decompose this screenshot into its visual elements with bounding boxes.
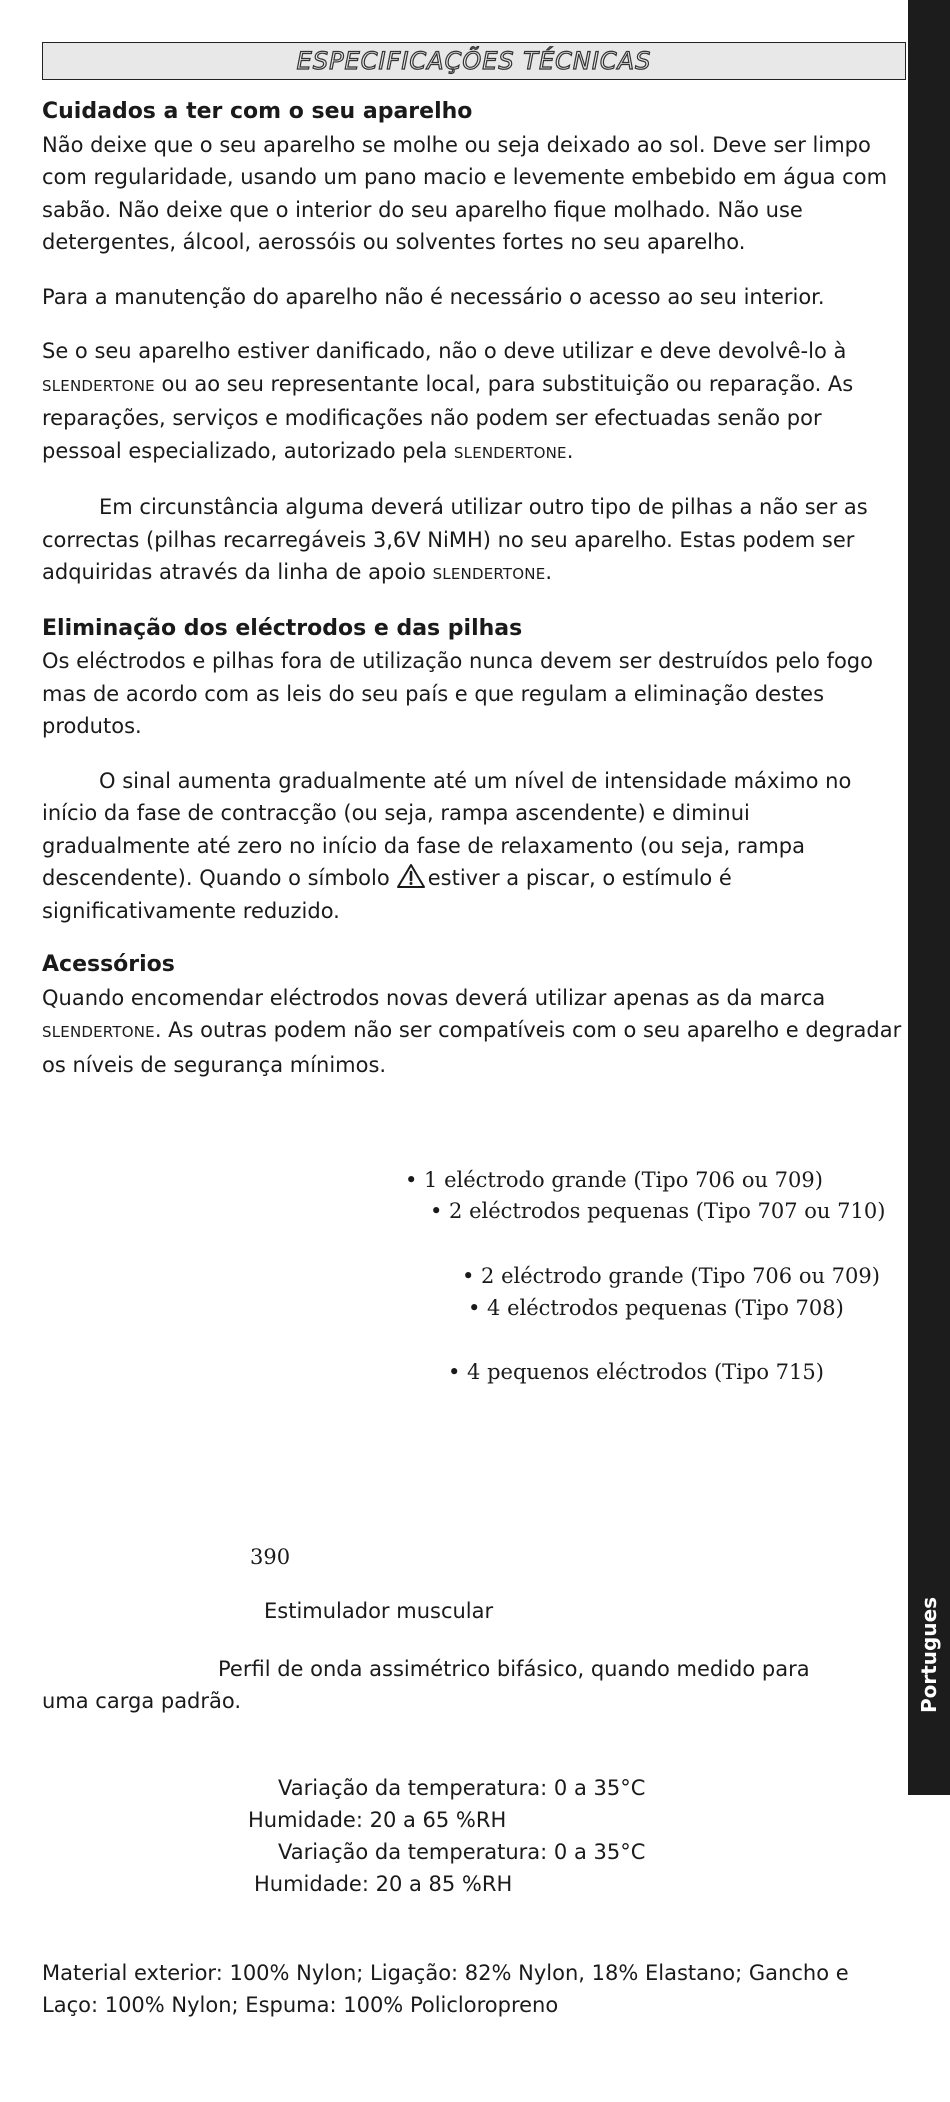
- brand-name: SLENDERTONE: [42, 1023, 155, 1041]
- brand-name: SLENDERTONE: [432, 565, 546, 583]
- operating-temperature: Variação da temperatura: 0 a 35°C: [278, 1776, 646, 1800]
- accessories-text-a: Quando encomendar eléctrodos novas deverá utilizar apenas as da marca: [42, 985, 826, 1010]
- care-heading: Cuidados a ter com o seu aparelho: [42, 99, 473, 124]
- device-type: Estimulador muscular: [264, 1599, 494, 1623]
- care-p4-text-c: .: [545, 560, 553, 584]
- language-side-tab: [908, 0, 950, 1795]
- disposal-p2-text-a: O sinal aumenta gradualmente até um nível de intensidade máximo no início da fase de contracção (ou seja, rampa ascendente) e diminui gradualmente até zero no início da fase de relaxamento (ou seja, rampa descendente). Quando o símbolo: [42, 768, 852, 890]
- accessory-item: • 2 eléctrodos pequenas (Tipo 707 ou 710): [430, 1199, 886, 1223]
- waveform-line-2: uma carga padrão.: [42, 1689, 242, 1713]
- storage-humidity: Humidade: 20 a 85 %RH: [254, 1872, 513, 1896]
- model-number: 390: [250, 1545, 291, 1569]
- operating-humidity: Humidade: 20 a 65 %RH: [248, 1808, 507, 1832]
- main-text: [42, 96, 904, 1103]
- waveform-line-1: Perfil de onda assimétrico bifásico, quando medido para: [218, 1657, 810, 1681]
- section-title: ESPECIFICAÇÕES TÉCNICAS: [296, 47, 652, 75]
- accessory-item: • 1 eléctrodo grande (Tipo 706 ou 709): [405, 1168, 823, 1192]
- accessory-item: • 4 eléctrodos pequenas (Tipo 708): [468, 1296, 844, 1320]
- care-p3-text-b: ou ao seu representante local, para substituição ou reparação. As reparações, serviços e modificações não podem ser efectuadas senão por pessoal especializado, autorizado pela: [42, 371, 854, 463]
- care-paragraph-3: [42, 335, 904, 469]
- material-line-2: Laço: 100% Nylon; Espuma: 100% Policloropreno: [42, 1993, 559, 2017]
- accessories-paragraph: [42, 982, 904, 1082]
- accessory-item: • 2 eléctrodo grande (Tipo 706 ou 709): [462, 1264, 880, 1288]
- accessories-heading: Acessórios: [42, 952, 175, 977]
- disposal-p2-text-b: estiver a piscar, o estímulo é significativamente reduzido.: [42, 866, 732, 923]
- disposal-heading: Eliminação dos eléctrodos e das pilhas: [42, 615, 523, 641]
- care-p3-text-c: .: [566, 438, 574, 463]
- disposal-paragraph-2: [42, 765, 904, 928]
- section-header: [42, 42, 906, 80]
- care-paragraph-4: [42, 491, 904, 591]
- language-tab-label: Portugues: [917, 1596, 941, 1714]
- accessories-text-b: . As outras podem não ser compatíveis com o seu aparelho e degradar os níveis de segurança mínimos.: [42, 1018, 902, 1077]
- care-p4-text-a: Em circunstância alguma deverá utilizar outro tipo de pilhas a não ser as correctas (pilhas recarregáveis 3,6V NiMH) no seu aparelho. Estas podem ser adquiridas através da linha de apoio: [42, 495, 868, 584]
- warning-icon: [396, 863, 426, 889]
- care-paragraph-1: Não deixe que o seu aparelho se molhe ou seja deixado ao sol. Deve ser limpo com regularidade, usando um pano macio e levemente embebido em água com sabão. Não deixe que o interior do seu aparelho fique molhado. Não use detergentes, álcool, aerossóis ou solventes fortes no seu aparelho.: [42, 132, 888, 254]
- language-tab-label-wrap: [908, 1590, 950, 1720]
- care-p3-text-a: Se o seu aparelho estiver danificado, não o deve utilizar e deve devolvê-lo à: [42, 339, 847, 363]
- storage-temperature: Variação da temperatura: 0 a 35°C: [278, 1840, 646, 1864]
- brand-name: SLENDERTONE: [42, 376, 155, 395]
- care-paragraph-2: Para a manutenção do aparelho não é necessário o acesso ao seu interior.: [42, 284, 825, 309]
- accessory-item: • 4 pequenos eléctrodos (Tipo 715): [448, 1360, 824, 1384]
- brand-name: SLENDERTONE: [453, 443, 567, 462]
- disposal-paragraph-1: Os eléctrodos e pilhas fora de utilização nunca devem ser destruídos pelo fogo mas de acordo com as leis do seu país e que regulam a eliminação destes produtos.: [42, 649, 873, 738]
- material-line-1: Material exterior: 100% Nylon; Ligação: 82% Nylon, 18% Elastano; Gancho e: [42, 1961, 849, 1985]
